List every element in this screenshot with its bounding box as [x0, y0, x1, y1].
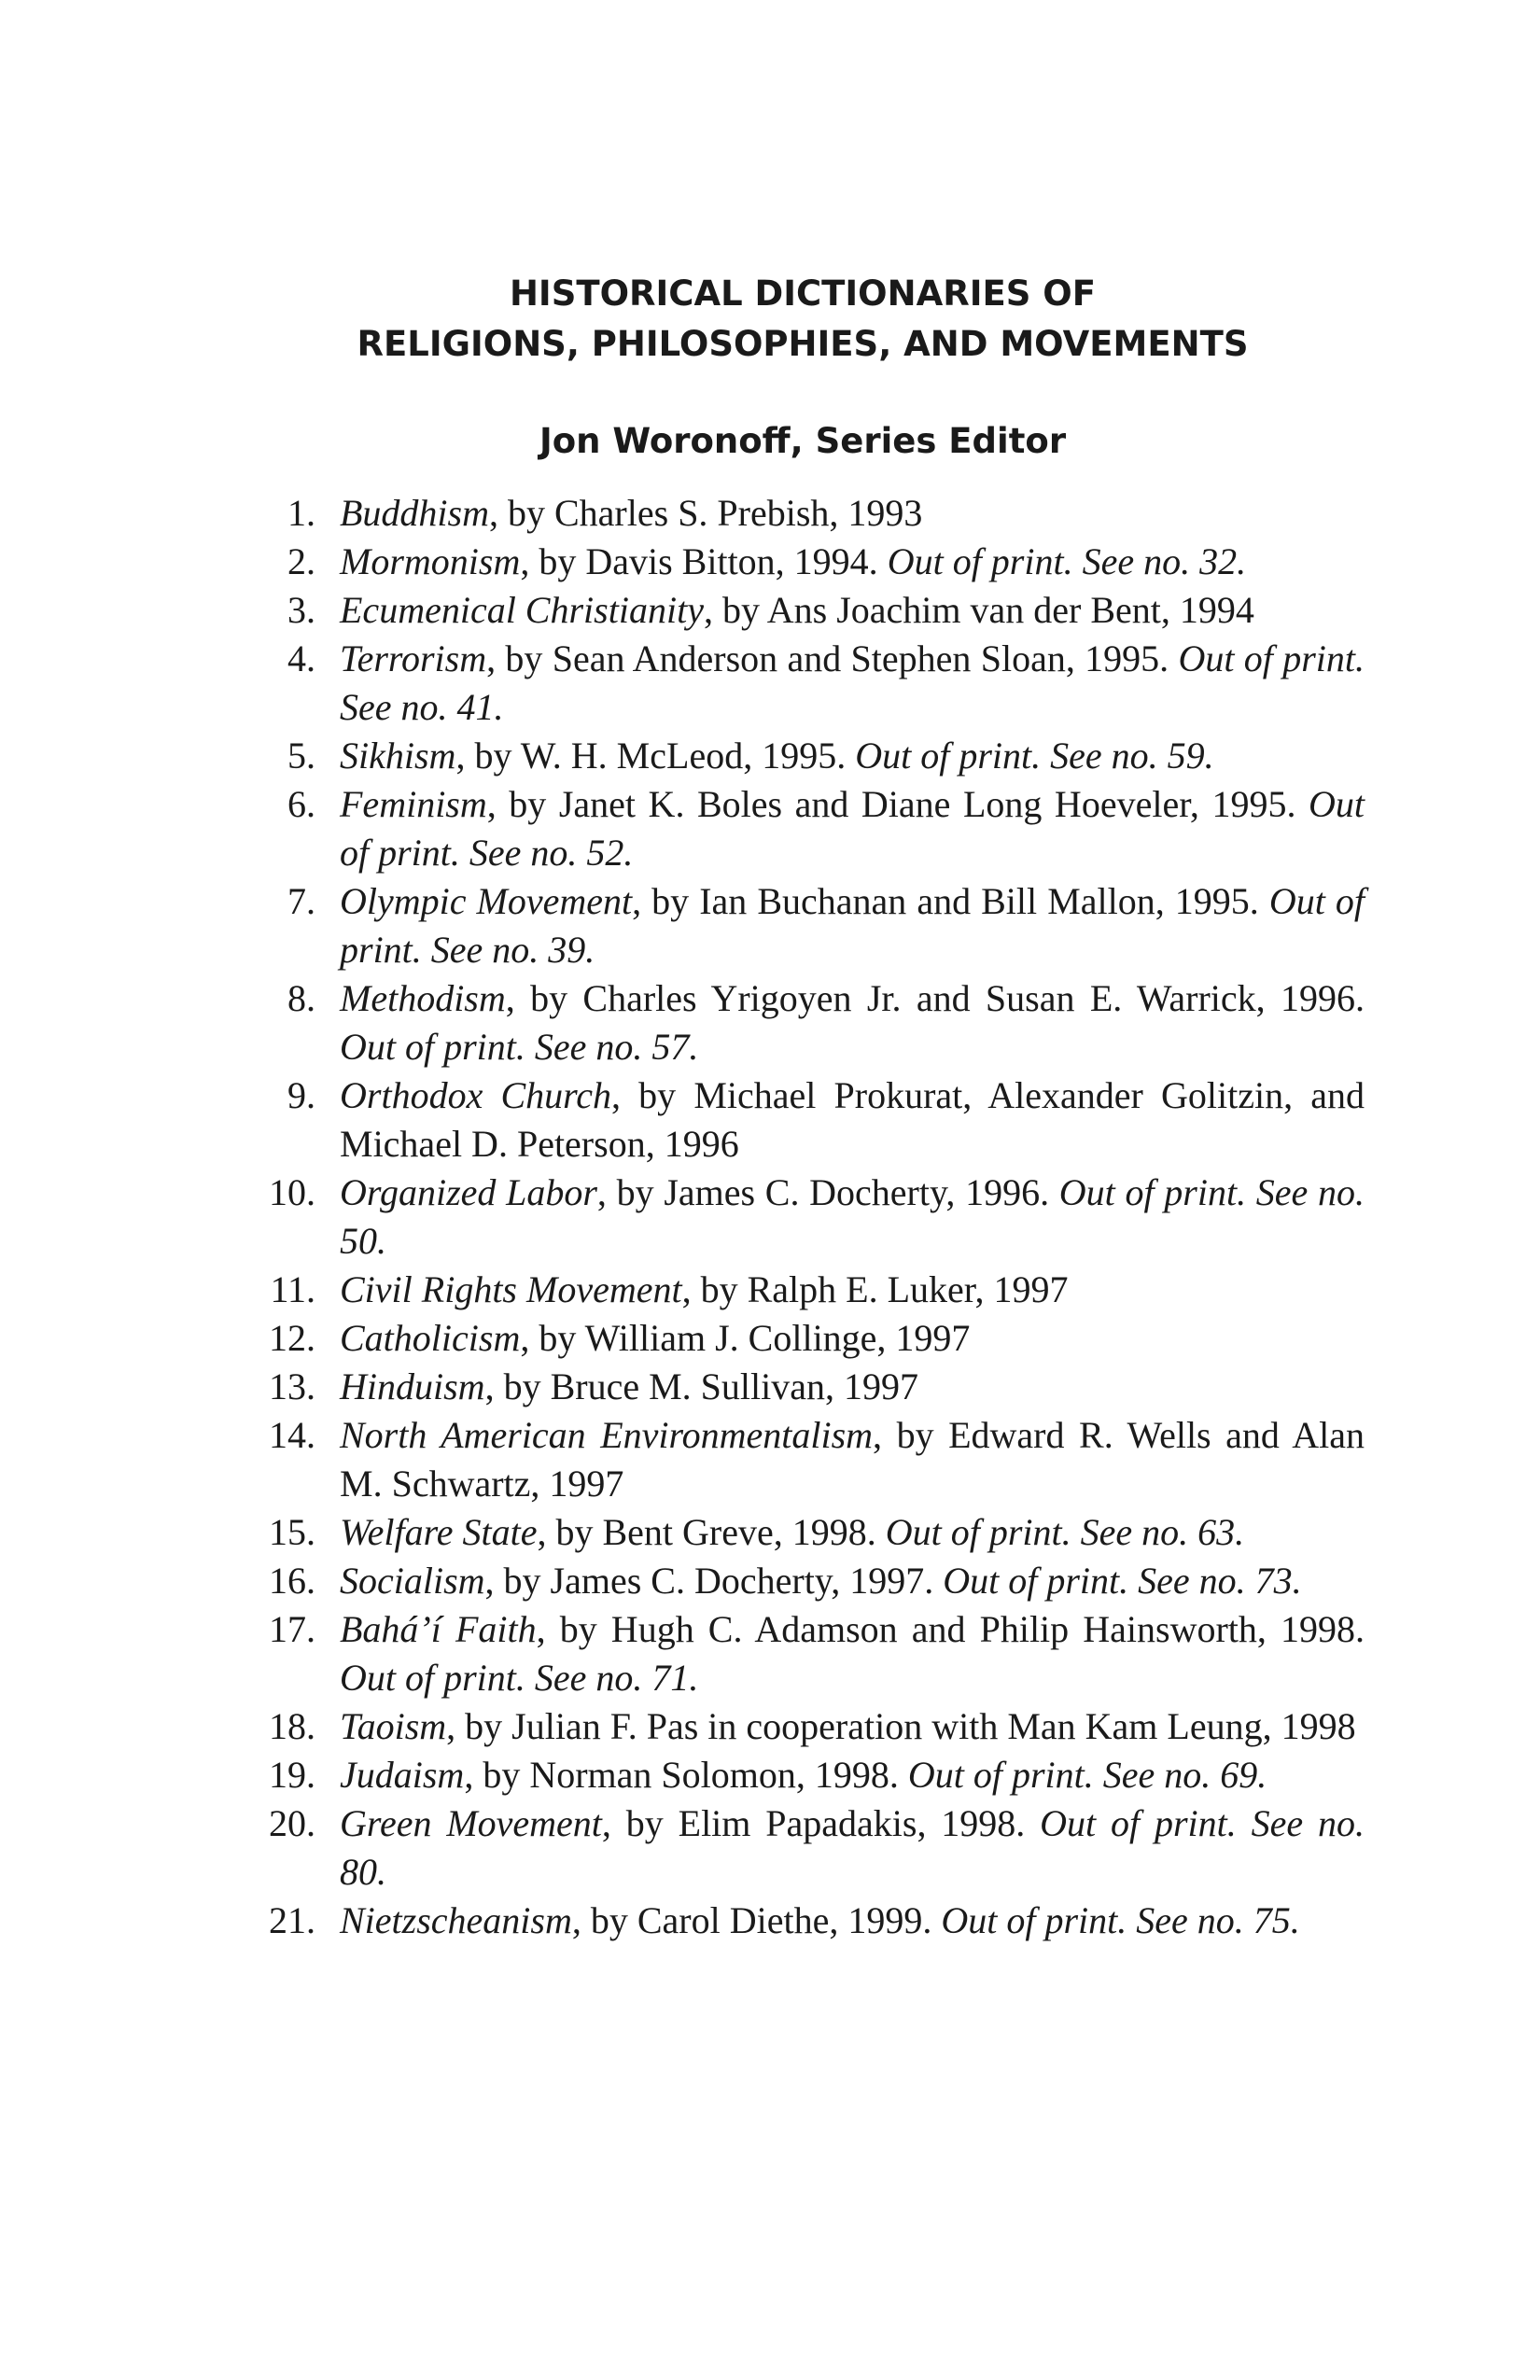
book-title: Sikhism [340, 735, 456, 777]
book-description [340, 1557, 1365, 1605]
book-number: 7. [287, 880, 315, 922]
book-entry [241, 1897, 1365, 1945]
book-title: Judaism [340, 1754, 465, 1796]
book-print-note: Out of print. See no. 52. [340, 783, 1365, 874]
book-list [241, 489, 1365, 1945]
book-title: Terrorism [340, 637, 487, 679]
book-details: , by Ans Joachim van der Bent, 1994 [703, 589, 1254, 631]
book-print-note: Out of print. See no. 41. [340, 637, 1365, 728]
book-description [340, 1897, 1365, 1945]
book-number: 6. [287, 783, 315, 825]
book-print-note: Out of print. See no. 80. [340, 1802, 1365, 1893]
book-details: , by Carol Diethe, 1999. [571, 1899, 942, 1941]
book-description [340, 780, 1365, 877]
book-title: Socialism [340, 1560, 485, 1602]
book-entry [241, 1363, 1365, 1411]
book-entry [241, 974, 1365, 1071]
book-title: Green Movement [340, 1802, 602, 1844]
book-details: , by Elim Papadakis, 1998. [601, 1802, 1041, 1844]
book-print-note: Out of print. See no. 63. [885, 1511, 1245, 1553]
book-entry [241, 489, 1365, 538]
book-number: 21. [269, 1899, 315, 1941]
book-number: 9. [287, 1074, 315, 1116]
book-title: Catholicism [340, 1317, 521, 1359]
book-number: 20. [269, 1802, 315, 1844]
book-details: , by Janet K. Boles and Diane Long Hoeveler, 1995. [486, 783, 1309, 825]
series-title-line-2: RELIGIONS, PHILOSOPHIES, AND MOVEMENTS [357, 324, 1249, 364]
book-title: Orthodox Church [340, 1074, 611, 1116]
book-description [340, 877, 1365, 974]
book-print-note: Out of print. See no. 73. [943, 1560, 1302, 1602]
book-details: , by Ian Buchanan and Bill Mallon, 1995. [632, 880, 1269, 922]
book-description [340, 586, 1365, 635]
book-number: 2. [287, 540, 315, 582]
book-details: , by Sean Anderson and Stephen Sloan, 1995. [486, 637, 1179, 679]
book-details: , by Julian F. Pas in cooperation with Man Kam Leung, 1998 [446, 1705, 1356, 1747]
book-title: Organized Labor [340, 1171, 597, 1213]
book-description [340, 1702, 1365, 1751]
book-description [340, 538, 1365, 586]
book-entry [241, 1557, 1365, 1605]
book-title: Ecumenical Christianity [340, 589, 704, 631]
book-entry [241, 1508, 1365, 1557]
book-number: 14. [269, 1414, 315, 1456]
book-number: 4. [287, 637, 315, 679]
book-details: , by Michael Prokurat, Alexander Golitzin, and Michael D. Peterson, 1996 [340, 1074, 1365, 1165]
book-entry [241, 635, 1365, 732]
book-description [340, 1169, 1365, 1266]
book-entry [241, 780, 1365, 877]
book-number: 17. [269, 1608, 315, 1650]
book-details: , by James C. Docherty, 1996. [596, 1171, 1059, 1213]
book-details: , by Davis Bitton, 1994. [520, 540, 888, 582]
book-details: , by Hugh C. Adamson and Philip Hainsworth, 1998. [536, 1608, 1365, 1650]
book-entry [241, 1071, 1365, 1169]
book-entry [241, 732, 1365, 780]
book-entry [241, 1799, 1365, 1897]
book-entry [241, 1266, 1365, 1314]
book-number: 3. [287, 589, 315, 631]
book-title: North American Environmentalism [340, 1414, 874, 1456]
book-number: 8. [287, 977, 315, 1019]
series-editor: Jon Woronoff, Series Editor [539, 421, 1067, 461]
book-details: , by W. H. McLeod, 1995. [455, 735, 856, 777]
book-description [340, 635, 1365, 732]
book-entry [241, 1314, 1365, 1363]
book-description [340, 1799, 1365, 1897]
book-description [340, 1751, 1365, 1799]
book-title: Civil Rights Movement [340, 1268, 682, 1310]
book-details: , by William J. Collinge, 1997 [520, 1317, 971, 1359]
book-details: , by Edward R. Wells and Alan M. Schwartz, 1997 [340, 1414, 1365, 1505]
book-number: 1. [287, 492, 315, 534]
book-details: , by Charles S. Prebish, 1993 [489, 492, 923, 534]
series-title [241, 269, 1365, 370]
book-details: , by James C. Docherty, 1997. [484, 1560, 944, 1602]
book-print-note: Out of print. See no. 57. [340, 1026, 699, 1068]
book-details: , by Bent Greve, 1998. [537, 1511, 886, 1553]
book-entry [241, 1605, 1365, 1702]
book-print-note: Out of print. See no. 32. [887, 540, 1247, 582]
book-number: 11. [270, 1268, 315, 1310]
book-entry [241, 538, 1365, 586]
book-description [340, 1411, 1365, 1508]
book-description [340, 1363, 1365, 1411]
book-number: 16. [269, 1560, 315, 1602]
book-number: 15. [269, 1511, 315, 1553]
book-title: Methodism [340, 977, 506, 1019]
book-title: Buddhism [340, 492, 489, 534]
book-description [340, 489, 1365, 538]
book-description [340, 1314, 1365, 1363]
book-title: Welfare State [340, 1511, 538, 1553]
book-number: 5. [287, 735, 315, 777]
book-title: Nietzscheanism [340, 1899, 572, 1941]
book-entry [241, 877, 1365, 974]
book-entry [241, 1169, 1365, 1266]
book-details: , by Charles Yrigoyen Jr. and Susan E. Warrick, 1996. [505, 977, 1365, 1019]
book-description [340, 1266, 1365, 1314]
book-print-note: Out of print. See no. 71. [340, 1657, 699, 1699]
book-description [340, 974, 1365, 1071]
book-details: , by Ralph E. Luker, 1997 [681, 1268, 1069, 1310]
book-entry [241, 1702, 1365, 1751]
book-title: Taoism [340, 1705, 447, 1747]
book-entry [241, 1411, 1365, 1508]
book-print-note: Out of print. See no. 59. [855, 735, 1214, 777]
book-entry [241, 586, 1365, 635]
series-title-line-1: HISTORICAL DICTIONARIES OF [509, 273, 1097, 314]
book-details: , by Bruce M. Sullivan, 1997 [484, 1365, 918, 1407]
book-entry [241, 1751, 1365, 1799]
book-print-note: Out of print. See no. 69. [907, 1754, 1267, 1796]
book-number: 13. [269, 1365, 315, 1407]
book-number: 10. [269, 1171, 315, 1213]
page [241, 269, 1365, 1945]
book-title: Olympic Movement [340, 880, 633, 922]
book-title: Mormonism [340, 540, 521, 582]
book-title: Feminism [340, 783, 487, 825]
book-number: 18. [269, 1705, 315, 1747]
book-print-note: Out of print. See no. 50. [340, 1171, 1365, 1262]
book-details: , by Norman Solomon, 1998. [464, 1754, 908, 1796]
book-print-note: Out of print. See no. 39. [340, 880, 1365, 971]
book-description [340, 1071, 1365, 1169]
book-description [340, 732, 1365, 780]
book-number: 19. [269, 1754, 315, 1796]
book-number: 12. [269, 1317, 315, 1359]
book-title: Hinduism [340, 1365, 485, 1407]
book-title: Bahá’í Faith [340, 1608, 537, 1650]
book-print-note: Out of print. See no. 75. [941, 1899, 1300, 1941]
book-description [340, 1605, 1365, 1702]
book-description [340, 1508, 1365, 1557]
